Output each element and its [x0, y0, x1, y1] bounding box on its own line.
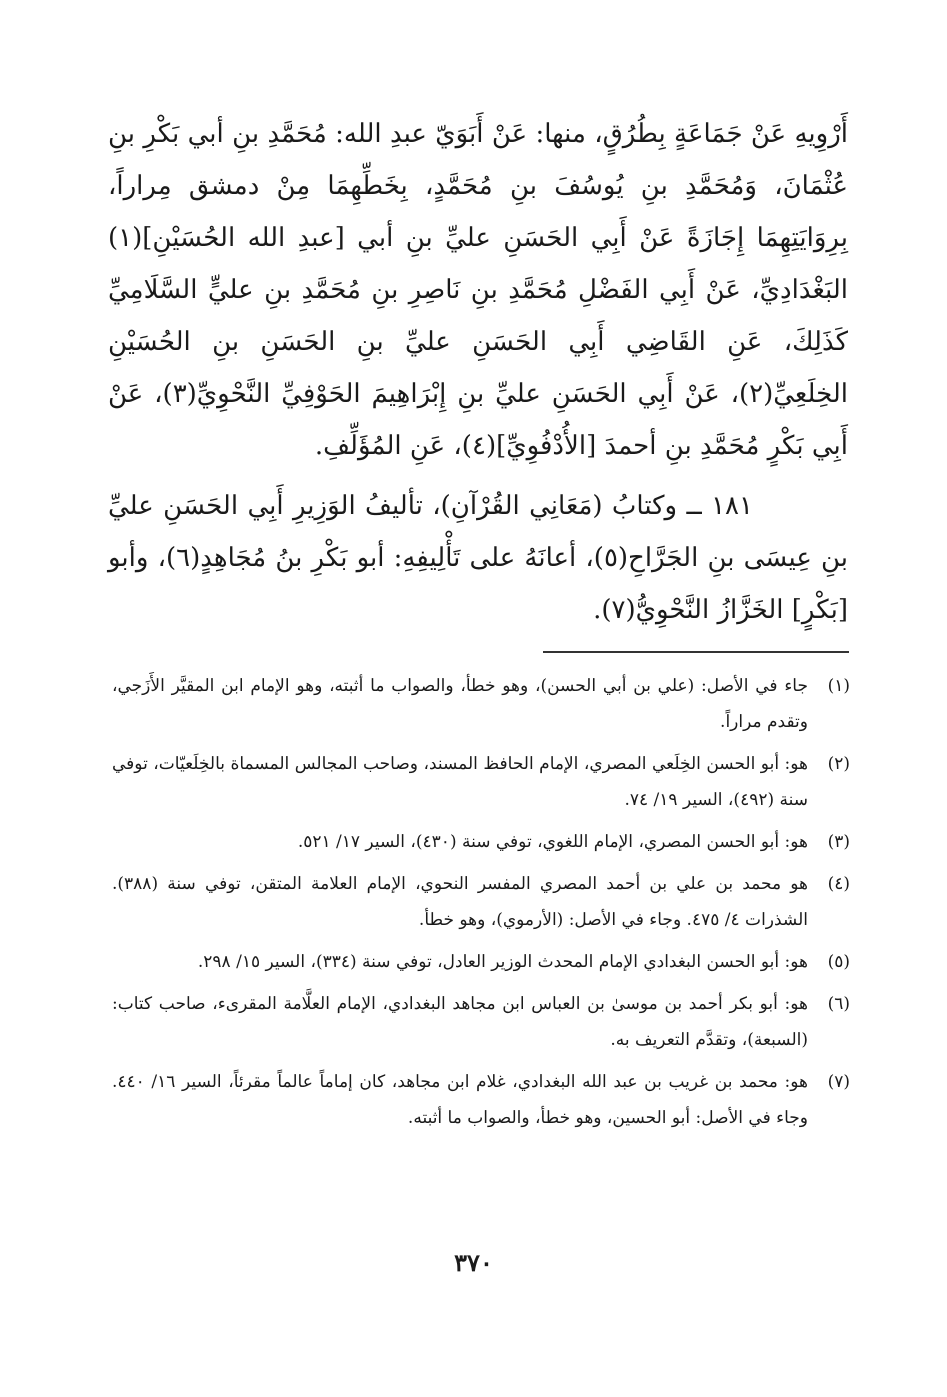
footnote-number: (٧) [827, 1072, 850, 1092]
footnote [112, 824, 850, 860]
page-number: ٣٧٠ [454, 1248, 493, 1277]
footnotes [112, 668, 850, 1142]
footnote-number: (١) [827, 676, 850, 696]
footnote-number: (٤) [827, 874, 850, 894]
footnote-text: هو: أبو بكر أحمد بن موسىٰ بن العباس ابن مجاهد البغدادي، الإمام العلَّامة المقرىء، صاحب كتاب: (السبعة)، وتقدَّم التعريف به. [112, 994, 808, 1050]
footnote-text: هو محمد بن علي بن أحمد المصري المفسر النحوي، الإمام العلامة المتقن، توفي سنة (٣٨٨). الشذرات ٤/ ٤٧٥. وجاء في الأصل: (الأرموي)، وهو خطأ. [112, 874, 808, 930]
footnote-number: (٢) [827, 754, 850, 774]
footnote [112, 866, 850, 938]
footnote [112, 1064, 850, 1136]
main-paragraph-181: ١٨١ ــ وكتابُ (مَعَانِي القُرْآنِ)، تأليفُ الوَزِيرِ أَبِي الحَسَنِ عليِّ بنِ عِيسَى بنِ الجَرَّاحِ(٥)، أعانَهُ على تَأْلِيفِهِ: أبو بَكْرِ بنُ مُجَاهِدٍ(٦)، وأبو [بَكْرٍ] الخَزَّازُ النَّحْوِيُّ(٧). [108, 491, 849, 625]
footnote-separator [543, 651, 849, 653]
footnote-text: هو: محمد بن غريب بن عبد الله البغدادي، غلام ابن مجاهد، كان إماماً عالماً مقرئاً، السير ١٦/ ٤٤٠. وجاء في الأصل: أبو الحسين، وهو خطأ، والصواب ما أثبته. [112, 1072, 808, 1128]
footnote-text: هو: أبو الحسن البغدادي الإمام المحدث الوزير العادل، توفي سنة (٣٣٤)، السير ١٥/ ٢٩٨. [197, 952, 808, 972]
footnote-number: (٥) [827, 952, 850, 972]
footnote-number: (٣) [827, 832, 850, 852]
footnote-text: هو: أبو الحسن المصري، الإمام اللغوي، توفي سنة (٤٣٠)، السير ١٧/ ٥٢١. [297, 832, 808, 852]
footnote-number: (٦) [827, 994, 850, 1014]
footnote [112, 986, 850, 1058]
footnote-text: هو: أبو الحسن الخِلَعي المصري، الإمام الحافظ المسند، وصاحب المجالس المسماة بالخِلَعيّات، توفي سنة (٤٩٢)، السير ١٩/ ٧٤. [112, 754, 808, 810]
main-text [108, 108, 848, 636]
footnote [112, 668, 850, 740]
footnote [112, 944, 850, 980]
main-paragraph: أَرْوِيهِ عَنْ جَمَاعَةٍ بِطُرُقٍ، منها: عَنْ أَبَوَيّ عبدِ الله: مُحَمَّدِ بنِ أبي بَكْرِ بنِ عُثْمَانَ، وَمُحَمَّدِ بنِ يُوسُفَ بنِ مُحَمَّدٍ، بِخَطِّهِمَا مِنْ دمشق مِراراً، بِرِوَايَتِهِمَا إِجَازَةً عَنْ أَبِي الحَسَنِ عليِّ بنِ أبي [عبدِ الله الحُسَيْنِ](١) البَغْدَادِيِّ، عَنْ أَبِي الفَضْلِ مُحَمَّدِ بنِ نَاصِرِ بنِ مُحَمَّدِ بنِ عليٍّ السَّلَامِيِّ كَذَلِكَ، عَنِ القَاضِي أَبِي الحَسَنِ عليِّ بنِ الحَسَنِ بنِ الحُسَيْنِ الخِلَعِيِّ(٢)، عَنْ أَبِي الحَسَنِ عليِّ بنِ إِبْرَاهِيمَ الحَوْفِيِّ النَّحْوِيِّ(٣)، عَنْ أَبِي بَكْرٍ مُحَمَّدِ بنِ أحمدَ [الأُدْفُوِيِّ](٤)، عَنِ المُؤَلِّفِ. [108, 119, 849, 461]
footnote-text: جاء في الأصل: (علي بن أبي الحسن)، وهو خطأ، والصواب ما أثبته، وهو الإمام ابن المقيَّر الأَزَجي، وتقدم مراراً. [112, 676, 808, 732]
footnote [112, 746, 850, 818]
